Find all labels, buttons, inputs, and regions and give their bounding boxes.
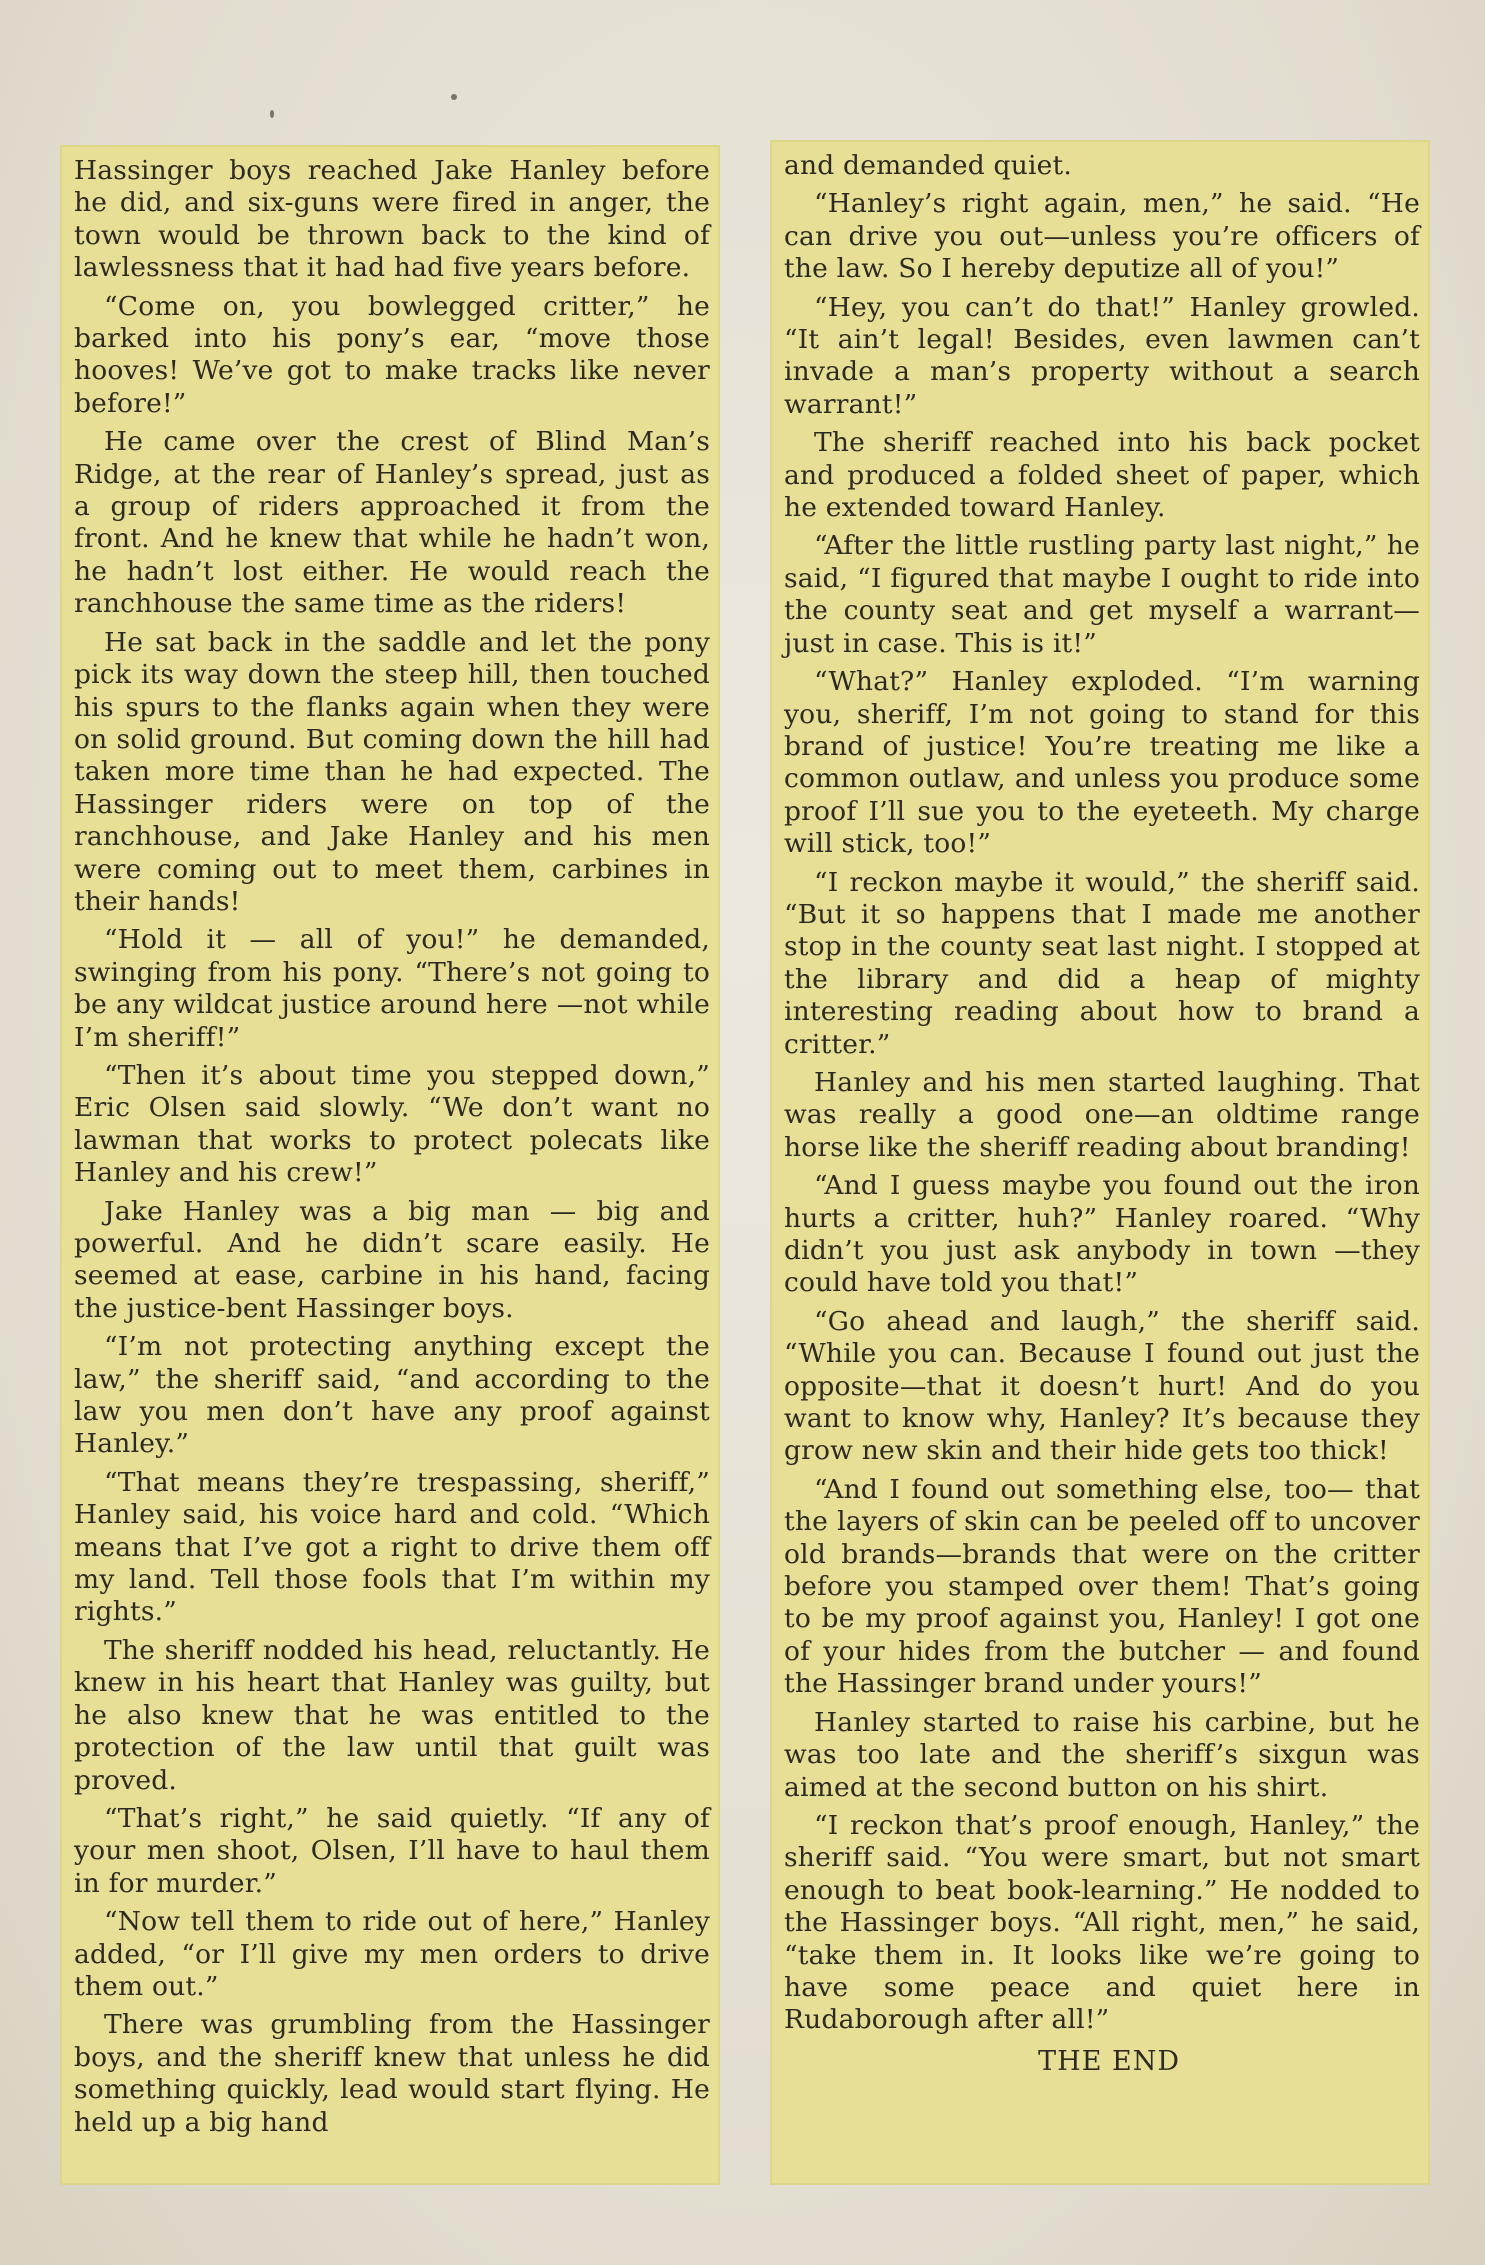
story-paragraph: “I reckon that’s proof enough, Hanley,” the sheriff said. “You were smart, but not smart enough to beat book-learning.” He nodded to the Hassinger boys. “All right, men,” he said, “take them in. It looks like we’re going to have some peace and quiet here in Rudaborough after all!”	[784, 1809, 1420, 2036]
story-paragraph: “Come on, you bowlegged critter,” he barked into his pony’s ear, “move those hooves! We’ve got to make tracks like never before!”	[74, 290, 710, 419]
story-paragraph: and demanded quiet.	[784, 150, 1072, 181]
story-paragraph: “Then it’s about time you stepped down,” Eric Olsen said slowly. “We don’t want no lawman that works to protect polecats like Hanley and his crew!”	[74, 1059, 710, 1189]
story-paragraph: “And I guess maybe you found out the iron hurts a critter, huh?” Hanley roared. “Why didn’t you just ask anybody in town —they could have told you that!”	[784, 1170, 1420, 1299]
story-paragraph: The sheriff nodded his head, reluctantly. He knew in his heart that Hanley was guilty, but he also knew that he was entitled to the protection of the law until that guilt was proved.	[74, 1634, 710, 1796]
story-paragraph: “That means they’re trespassing, sheriff,” Hanley said, his voice hard and cold. “Which means that I’ve got a right to drive them off my land. Tell those fools that I’m within my rights.”	[74, 1466, 710, 1628]
story-column-right	[770, 140, 1430, 2185]
story-paragraph: He came over the crest of Blind Man’s Ridge, at the rear of Hanley’s spread, just as a group of riders approached it from the front. And he knew that while he hadn’t won, he hadn’t lost either. He would reach the ranchhouse the same time as the riders!	[74, 426, 710, 620]
story-paragraph: “Hanley’s right again, men,” he said. “He can drive you out—unless you’re officers of the law. So I hereby deputize all of you!”	[784, 188, 1420, 285]
the-end-label: THE END	[1038, 2045, 1180, 2077]
story-paragraph: “Hold it — all of you!” he demanded, swinging from his pony. “There’s not going to be any wildcat justice around here —not while I’m sheriff!”	[74, 924, 710, 1053]
story-paragraph: He sat back in the saddle and let the pony pick its way down the steep hill, then touched his spurs to the flanks again when they were on solid ground. But coming down the hill had taken more time than he had expected. The Hassinger riders were on top of the ranchhouse, and Jake Hanley and his men were coming out to meet them, carbines in their hands!	[74, 626, 710, 917]
story-paragraph: “What?” Hanley exploded. “I’m warning you, sheriff, I’m not going to stand for this brand of justice! You’re treating me like a common outlaw, and unless you produce some proof I’ll sue you to the eyeteeth. My charge will stick, too!”	[784, 666, 1420, 860]
ink-speck	[451, 94, 457, 100]
story-paragraph: The sheriff reached into his back pocket and produced a folded sheet of paper, which he extended toward Hanley.	[784, 427, 1420, 524]
story-paragraph: “And I found out something else, too— that the layers of skin can be peeled off to uncover old brands—brands that were on the critter before you stamped over them! That’s going to be my proof against you, Hanley! I got one of your hides from the butcher — and found the Hassinger brand under yours!”	[784, 1473, 1420, 1700]
story-paragraph: “I’m not protecting anything except the law,” the sheriff said, “and according to the law you men don’t have any proof against Hanley.”	[74, 1331, 710, 1460]
story-paragraph: “Go ahead and laugh,” the sheriff said. “While you can. Because I found out just the opposite—that it doesn’t hurt! And do you want to know why, Hanley? It’s because they grow new skin and their hide gets too thick!	[784, 1305, 1420, 1467]
story-paragraph: Hanley and his men started laughing. That was really a good one—an oldtime range horse like the sheriff reading about branding!	[784, 1066, 1420, 1163]
story-paragraph: “Hey, you can’t do that!” Hanley growled. “It ain’t legal! Besides, even lawmen can’t invade a man’s property without a search warrant!”	[784, 291, 1420, 420]
story-paragraph: Hassinger boys reached Jake Hanley before he did, and six-guns were fired in anger, the town would be thrown back to the kind of lawlessness that it had had five years before.	[74, 155, 710, 284]
story-paragraph: There was grumbling from the Hassinger boys, and the sheriff knew that unless he did something quickly, lead would start flying. He held up a big hand	[74, 2009, 710, 2138]
story-paragraph: “That’s right,” he said quietly. “If any of your men shoot, Olsen, I’ll have to haul them in for murder.”	[74, 1802, 710, 1899]
ink-speck	[270, 110, 274, 118]
story-paragraph: Hanley started to raise his carbine, but he was too late and the sheriff’s sixgun was aimed at the second button on his shirt.	[784, 1706, 1420, 1803]
story-paragraph: “I reckon maybe it would,” the sheriff said. “But it so happens that I made me another stop in the county seat last night. I stopped at the library and did a heap of mighty interesting reading about how to brand a critter.”	[784, 866, 1420, 1060]
story-paragraph: “Now tell them to ride out of here,” Hanley added, “or I’ll give my men orders to drive them out.”	[74, 1906, 710, 2002]
story-paragraph: “After the little rustling party last night,” he said, “I figured that maybe I ought to ride into the county seat and get myself a warrant—just in case. This is it!”	[784, 530, 1420, 659]
story-column-left	[60, 145, 720, 2185]
story-paragraph: Jake Hanley was a big man — big and powerful. And he didn’t scare easily. He seemed at ease, carbine in his hand, facing the justice-bent Hassinger boys.	[74, 1195, 710, 1324]
